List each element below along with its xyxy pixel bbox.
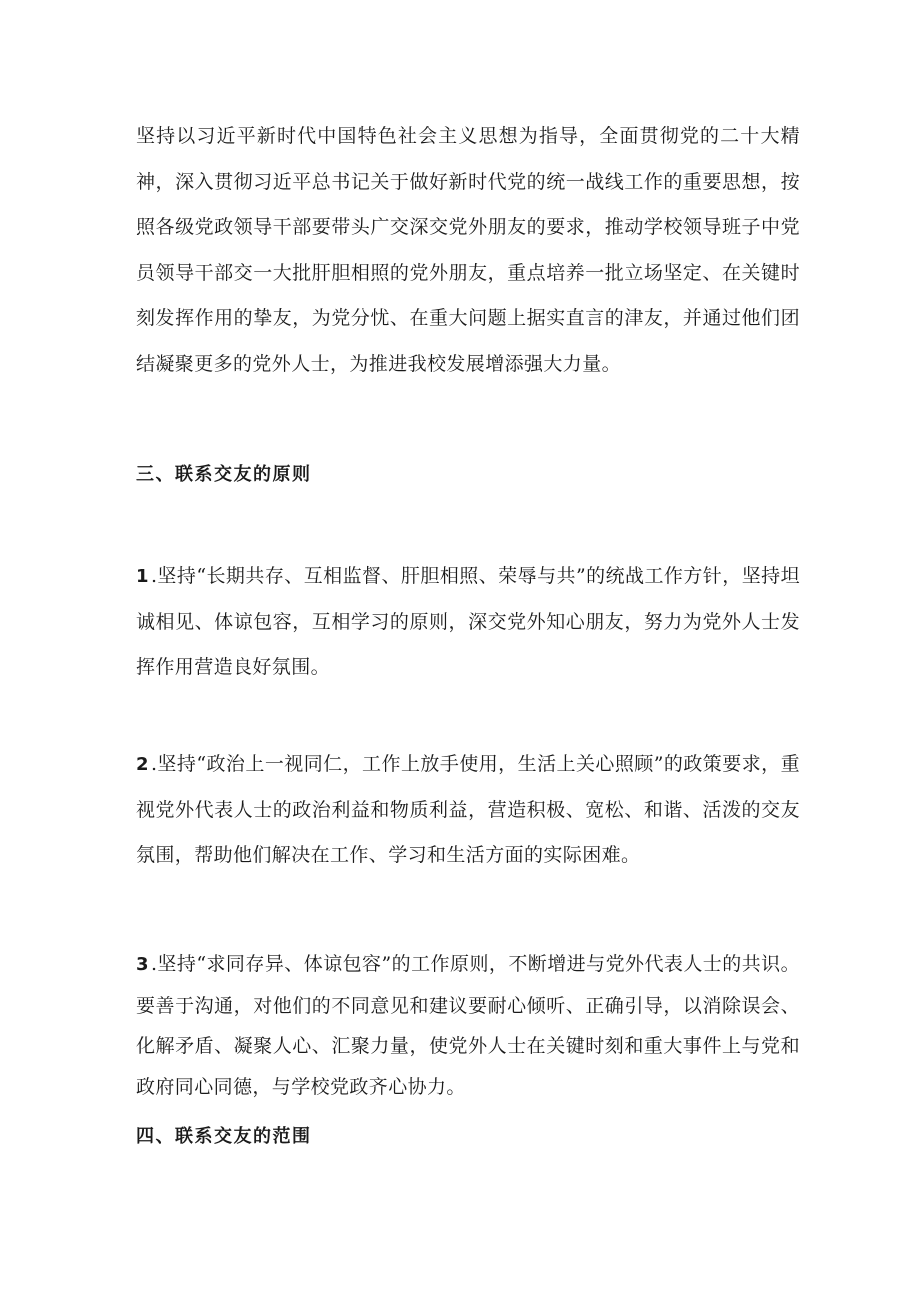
section-heading-principles: 三、联系交友的原则: [136, 464, 312, 485]
principle-item-1: [136, 554, 800, 691]
item-number: 3: [136, 954, 149, 975]
section-heading-scope: 四、联系交友的范围: [136, 1126, 312, 1147]
item-text: .坚持“政治上一视同仁，工作上放手使用，生活上关心照顾”的政策要求，重视党外代表人士的政治利益和物质利益，营造积极、宽松、和谐、活泼的交友氛围，帮助他们解决在工作、学习和生活方面的实际困难。: [136, 753, 800, 866]
item-text: .坚持“长期共存、互相监督、肝胆相照、荣辱与共”的统战工作方针，坚持坦诚相见、体谅包容，互相学习的原则，深交党外知心朋友，努力为党外人士发挥作用营造良好氛围。: [136, 565, 800, 678]
item-number: 2: [136, 754, 149, 775]
item-number: 1: [136, 566, 149, 587]
principle-item-3: [136, 944, 800, 1107]
item-text: .坚持“求同存异、体谅包容”的工作原则，不断增进与党外代表人士的共识。要善于沟通，对他们的不同意见和建议要耐心倾听、正确引导，以消除误会、化解矛盾、凝聚人心、汇聚力量，使党外人士在关键时刻和重大事件上与党和政府同心同德，与学校党政齐心协力。: [136, 953, 800, 1098]
principle-item-2: [136, 742, 800, 879]
intro-paragraph: 坚持以习近平新时代中国特色社会主义思想为指导，全面贯彻党的二十大精神，深入贯彻习近平总书记关于做好新时代党的统一战线工作的重要思想，按照各级党政领导干部要带头广交深交党外朋友的要求，推动学校领导班子中党员领导干部交一大批肝胆相照的党外朋友，重点培养一批立场坚定、在关键时刻发挥作用的挚友，为党分忧、在重大问题上据实直言的津友，并通过他们团结凝聚更多的党外人士，为推进我校发展增添强大力量。: [136, 125, 800, 375]
